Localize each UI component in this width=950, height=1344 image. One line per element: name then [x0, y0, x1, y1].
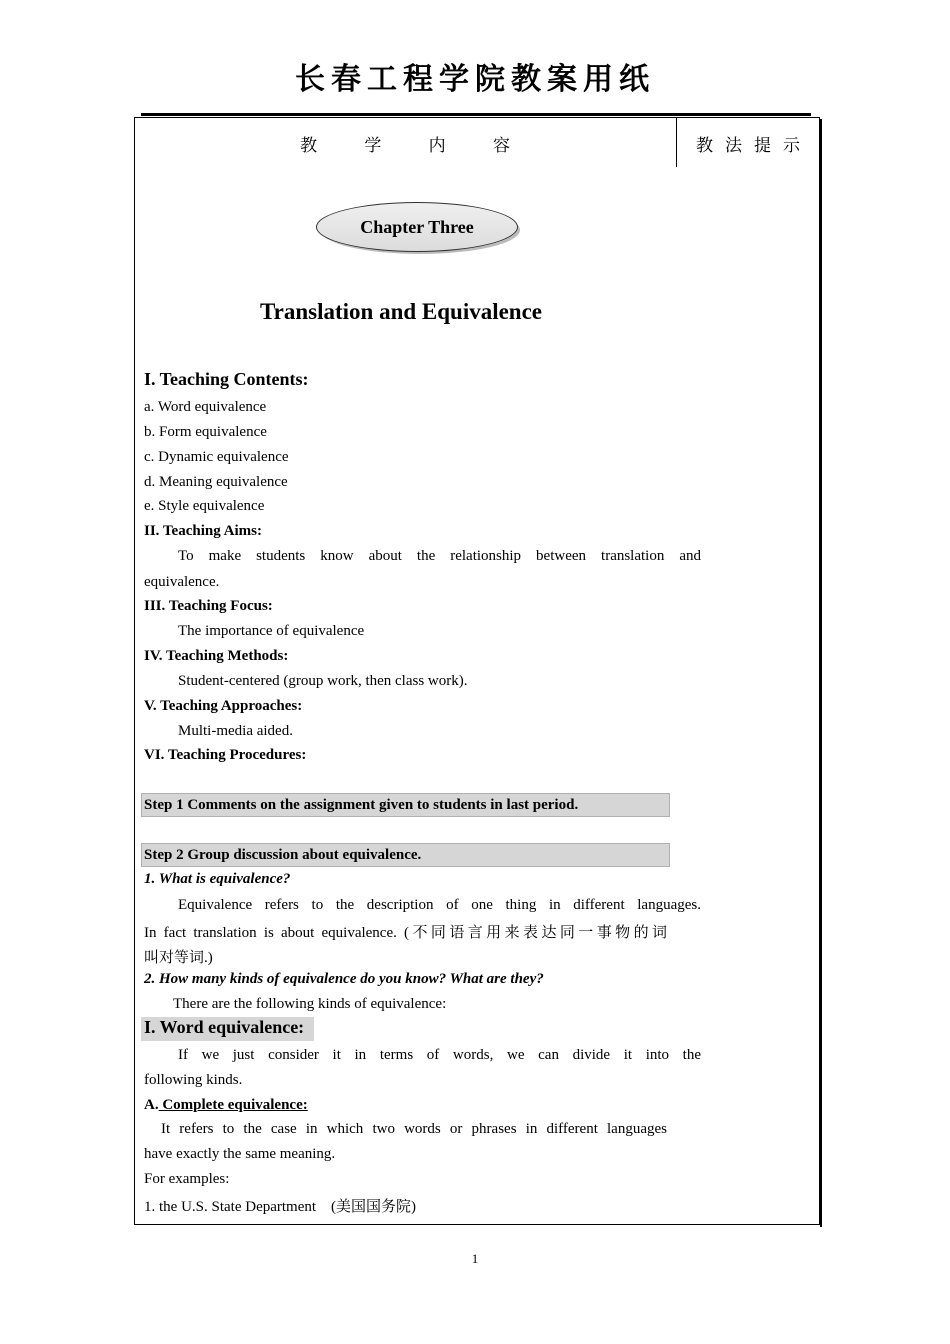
list-item: c. Dynamic equivalence [144, 449, 289, 465]
column-divider [676, 117, 677, 167]
section-heading-procedures: VI. Teaching Procedures: [144, 747, 307, 763]
heading-prefix: A. [144, 1097, 159, 1113]
heading-text: Complete equivalence: [158, 1097, 308, 1113]
page-number: 1 [471, 1251, 479, 1266]
col-char: 教 [300, 136, 317, 156]
chapter-title: Translation and Equivalence [260, 299, 543, 324]
paragraph-line: If we just consider it in terms of words, we can divide it into the [178, 1047, 701, 1063]
paragraph-line: 叫对等词.) [144, 950, 213, 966]
list-item: a. Word equivalence [144, 399, 267, 415]
question-2: 2. How many kinds of equivalence do you know? What are they? [144, 971, 544, 987]
col-char: 容 [492, 136, 510, 156]
column-header-teaching-content [300, 131, 510, 156]
section-heading-methods: IV. Teaching Methods: [144, 648, 289, 664]
section-heading-focus: III. Teaching Focus: [144, 598, 273, 614]
paragraph-line: equivalence. [144, 574, 220, 590]
paragraph-line: There are the following kinds of equivalence: [173, 996, 447, 1012]
paragraph-line: have exactly the same meaning. [144, 1146, 336, 1162]
paragraph-line: It refers to the case in which two words or phrases in different languages [161, 1121, 667, 1137]
col-char: 内 [428, 136, 446, 156]
paragraph-line: Multi-media aided. [178, 723, 293, 739]
col-char: 教 [696, 136, 713, 156]
col-char: 提 [754, 136, 771, 156]
paragraph-line: following kinds. [144, 1072, 243, 1088]
question-1: 1. What is equivalence? [144, 871, 291, 887]
col-char: 法 [725, 136, 742, 156]
list-item: d. Meaning equivalence [144, 474, 288, 490]
col-char: 示 [783, 136, 800, 156]
paragraph-line: To make students know about the relationship between translation and [178, 548, 701, 564]
example-item: 1. the U.S. State Department (美国国务院) [144, 1199, 417, 1215]
paragraph-line: The importance of equivalence [178, 623, 365, 639]
list-item: b. Form equivalence [144, 424, 267, 440]
paragraph-line: Student-centered (group work, then class work). [178, 673, 468, 689]
col-char: 学 [364, 136, 382, 156]
complete-equivalence-heading [144, 1097, 667, 1114]
header-rule [141, 113, 811, 116]
section-heading-approaches: V. Teaching Approaches: [144, 698, 303, 714]
paragraph-line: In fact translation is about equivalence. (不同语言用来表达同一事物的词 [144, 925, 667, 941]
word-equivalence-heading: I. Word equivalence: [144, 1017, 305, 1037]
step-1: Step 1 Comments on the assignment given to students in last period. [144, 797, 579, 813]
section-heading-aims: II. Teaching Aims: [144, 523, 262, 539]
frame-shadow [820, 119, 822, 1227]
paragraph-line: For examples: [144, 1171, 230, 1187]
section-heading-contents: I. Teaching Contents: [144, 369, 309, 389]
list-item: e. Style equivalence [144, 498, 265, 514]
document-header-title: 长春工程学院教案用纸 [295, 62, 655, 97]
column-header-teaching-tips [696, 131, 800, 156]
step-2: Step 2 Group discussion about equivalence. [144, 847, 422, 863]
chapter-label: Chapter Three [316, 202, 518, 252]
paragraph-line: Equivalence refers to the description of one thing in different languages. [178, 897, 701, 913]
